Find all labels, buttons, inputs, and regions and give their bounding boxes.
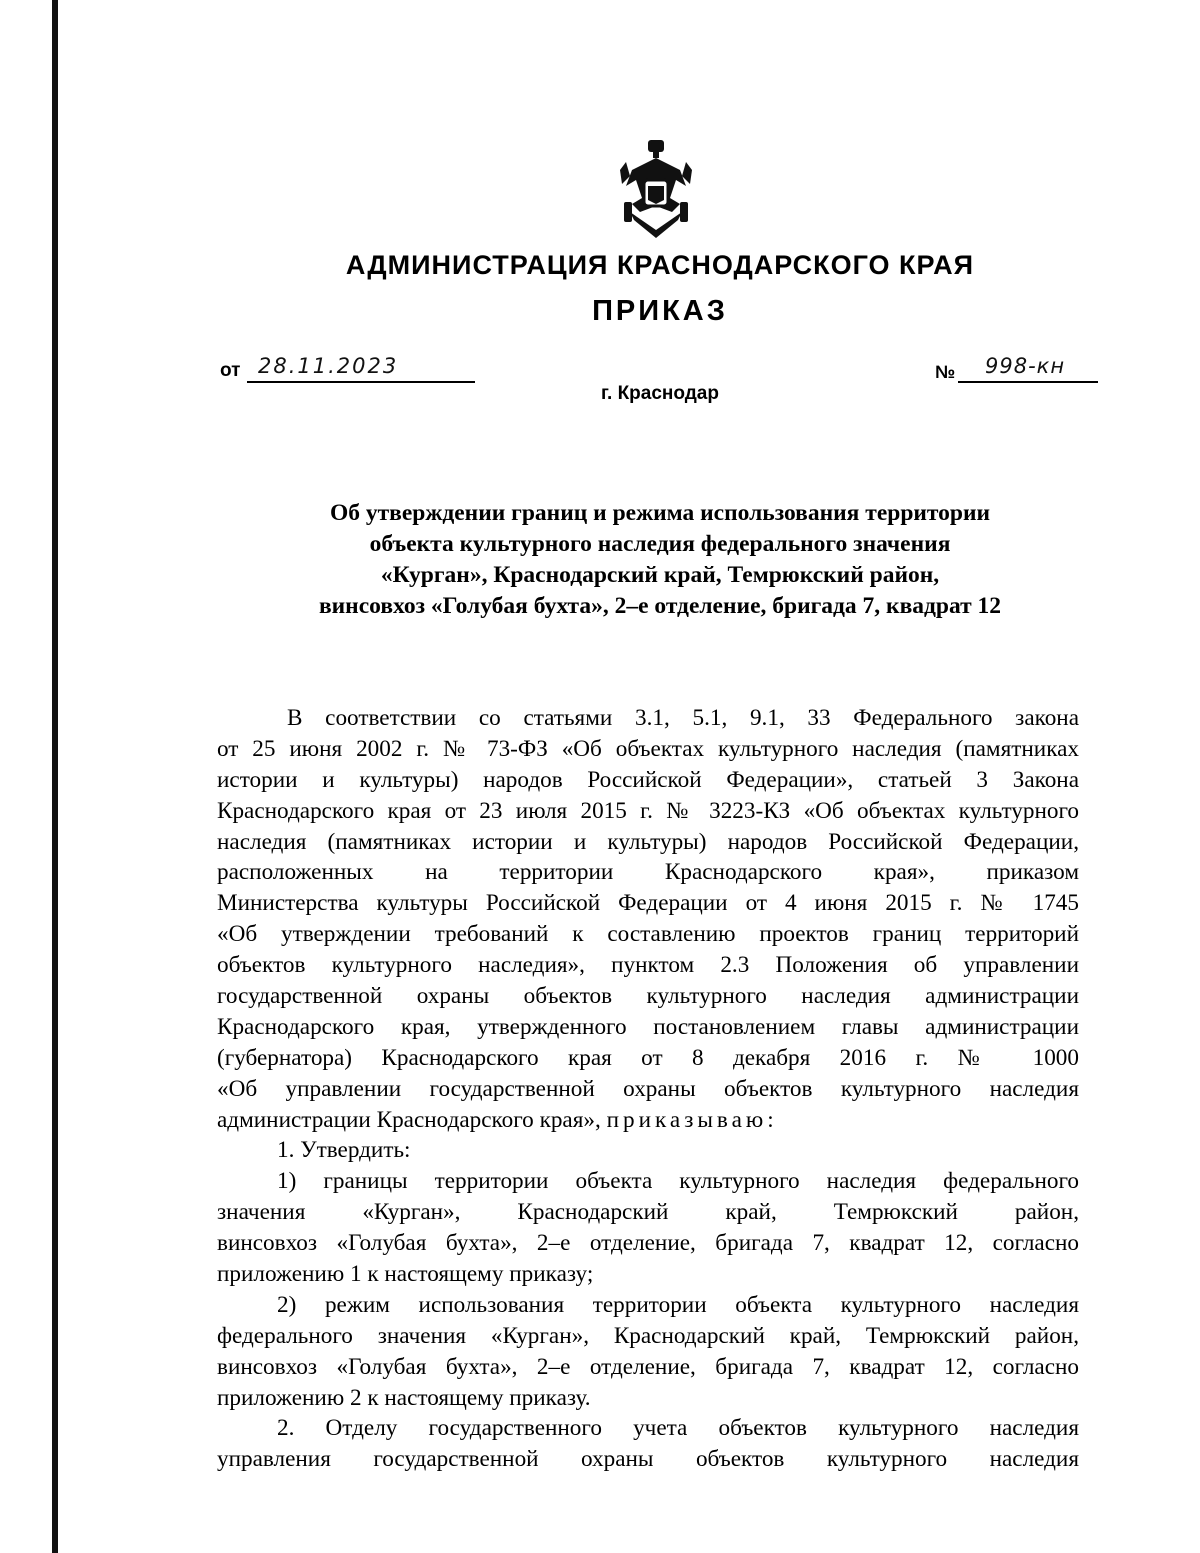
document-body <box>217 703 1079 1475</box>
city-name: г. Краснодар <box>601 383 719 404</box>
number-value: 998-кн <box>985 354 1066 378</box>
date-value: 28.11.2023 <box>258 354 399 378</box>
body-line: федерального значения «Курган», Краснодарский край, Темрюкский район, <box>217 1322 1079 1349</box>
body-line: В соответствии со статьями 3.1, 5.1, 9.1, 33 Федерального закона <box>287 705 1079 731</box>
agency-name: АДМИНИСТРАЦИЯ КРАСНОДАРСКОГО КРАЯ <box>345 250 975 280</box>
document-type: ПРИКАЗ <box>592 295 728 327</box>
scan-left-edge <box>52 0 58 1553</box>
order-word: приказываю: <box>606 1106 778 1133</box>
body-line: 1) границы территории объекта культурного наследия федерального <box>277 1168 1079 1195</box>
body-line-order <box>217 1105 1079 1136</box>
body-line: Краснодарского края от 23 июля 2015 г. № 3223-КЗ «Об объектах культурного <box>217 797 1079 824</box>
body-line: Министерства культуры Российской Федерации от 4 июня 2015 г. № 1745 <box>217 890 1079 917</box>
body-line: объектов культурного наследия», пунктом 2.3 Положения об управлении <box>217 952 1079 979</box>
body-line: «Об утверждении требований к составлению проектов границ территорий <box>217 921 1079 948</box>
coat-of-arms-icon <box>612 140 700 240</box>
body-line: государственной охраны объектов культурного наследия администрации <box>217 983 1079 1010</box>
body-line: наследия (памятниках истории и культуры) народов Российской Федерации, <box>217 828 1079 855</box>
number-prefix: № <box>935 362 956 382</box>
body-line: винсовхоз «Голубая бухта», 2–е отделение, бригада 7, квадрат 12, согласно <box>217 1353 1079 1380</box>
body-line: 1. Утвердить: <box>277 1137 411 1164</box>
document-title <box>240 498 1080 622</box>
body-line: 2) режим использования территории объекта культурного наследия <box>277 1291 1079 1318</box>
body-line: (губернатора) Краснодарского края от 8 декабря 2016 г. № 1000 <box>217 1044 1079 1071</box>
title-line: Об утверждении границ и режима использования территории <box>329 500 991 526</box>
date-prefix: от <box>220 360 241 381</box>
body-line-text: администрации Краснодарского края», <box>217 1106 607 1133</box>
body-line: приложению 2 к настоящему приказу. <box>217 1384 591 1411</box>
body-line: управления государственной охраны объектов культурного наследия <box>217 1446 1079 1473</box>
body-line: истории и культуры) народов Российской Федерации», статьей 3 Закона <box>217 766 1079 793</box>
body-line: Краснодарского края, утвержденного постановлением главы администрации <box>217 1013 1079 1040</box>
body-line: значения «Курган», Краснодарский край, Темрюкский район, <box>217 1199 1079 1226</box>
body-line: расположенных на территории Краснодарского края», приказом <box>217 859 1079 886</box>
body-line: «Об управлении государственной охраны объектов культурного наследия <box>217 1075 1079 1102</box>
body-line: приложению 1 к настоящему приказу; <box>217 1261 594 1288</box>
title-line: «Курган», Краснодарский край, Темрюкский район, <box>380 562 940 588</box>
body-line: 2. Отделу государственного учета объектов культурного наследия <box>277 1415 1079 1442</box>
title-line: винсовхоз «Голубая бухта», 2–е отделение, бригада 7, квадрат 12 <box>318 593 1002 619</box>
body-line: от 25 июня 2002 г. № 73-ФЗ «Об объектах культурного наследия (памятниках <box>217 735 1079 762</box>
title-line: объекта культурного наследия федерального значения <box>369 531 951 557</box>
body-line: винсовхоз «Голубая бухта», 2–е отделение, бригада 7, квадрат 12, согласно <box>217 1230 1079 1257</box>
